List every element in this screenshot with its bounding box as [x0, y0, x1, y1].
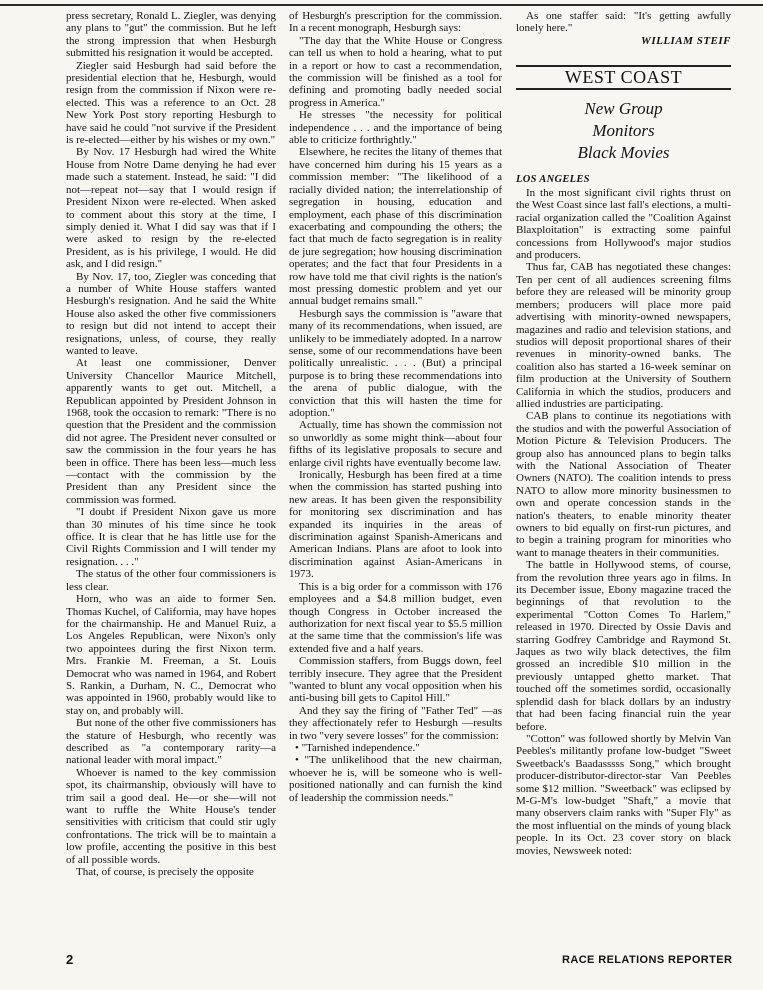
headline-line: New Group: [584, 98, 663, 118]
paragraph: The status of the other four commissioners is less clear.: [66, 568, 276, 593]
paragraph: "The day that the White House or Congress can tell us when to hold a hearing, what to put in a report or how to cast a recommendation, the commission will be finished as a tool for defining and promoting badly needed social progress in America.": [289, 34, 502, 109]
column-3: [516, 10, 731, 857]
page-number: 2: [66, 952, 74, 967]
paragraph: In the most significant civil rights thrust on the West Coast since last fall's elections, a multi-racial organization called the "Coalition Against Blaxploitation" is extracting some painful concessions from Hollywood's major studios and producers.: [516, 187, 731, 262]
bullet-item: • "The unlikelihood that the new chairman, whoever he is, will be someone who is well-positioned nationally and can furnish the kind of leadership the commission needs.": [289, 754, 502, 804]
closing-quote: As one staffer said: "It's getting awfully lonely here.": [516, 10, 731, 35]
paragraph: By Nov. 17, too, Ziegler was conceding that a number of White House staffers wanted Hesburgh's resignation. And he said the White House also asked the other five commissioners to resign but did not intend to accept their resignations, unless, of course, they really wanted to leave.: [66, 270, 276, 357]
paragraph: This is a big order for a commisson with 176 employees and a $4.8 million budget, even though Congress in October increased the authorization for next fiscal year to $5.5 million at the same time that the commission's life was extended five and a half years.: [289, 580, 502, 655]
paragraph: The battle in Hollywood stems, of course, from the revolution three years ago in films. In its December issue, Ebony magazine traced the beginnings of that revolution to the experimental "Cotton Comes To Harlem," released in 1970. Directed by Ossie Davis and starring Godfrey Cambridge and Raymond St. Jaques as two wily black detectives, the film grossed an incredible $10 million in the previously untapped ghetto market. That touched off the sometimes sordid, occasionally splendid dash for black dollars by an industry that had been facing financial ruin the year before.: [516, 559, 731, 733]
publication-name: RACE RELATIONS REPORTER: [562, 954, 733, 966]
paragraph: Ziegler said Hesburgh had said before the presidential election that he, Hesburgh, would resign from the commission if Nixon were re-elected. This was a reference to an Oct. 28 New York Post story reporting Hesburgh to have said he could "not survive if the President is re-elected—either by his wishes or my own.": [66, 59, 276, 147]
headline-line: Monitors: [592, 120, 655, 140]
paragraph: of Hesburgh's prescription for the commission. In a recent monograph, Hesburgh says:: [289, 10, 502, 35]
dateline: LOS ANGELES: [516, 173, 590, 185]
column-1: [66, 10, 276, 878]
paragraph: And they say the firing of "Father Ted" —as they affectionately refer to Hesburgh —results in two "very severe losses" for the commission:: [289, 704, 502, 742]
author-signature: WILLIAM STEIF: [641, 34, 731, 47]
paragraph: Hesburgh says the commission is "aware that many of its recommendations, when issued, are unlikely to be immediately adopted. In a narrow sense, some of our recommendations have been politically unrealistic. . . . (But) a principal purpose is to bring these recommendations into the arena of public dialogue, with the conviction that this will hasten the time for adoption.": [289, 307, 502, 419]
section-title: WEST COAST: [564, 67, 683, 88]
bullet-item: • "Tarnished independence.": [295, 741, 420, 754]
top-rule: [0, 4, 763, 6]
paragraph: Actually, time has shown the commission not so unworldly as some might think—about four fifths of its legislative proposals to secure and enlarge civil rights have eventually become law.: [289, 419, 502, 469]
paragraph: "I doubt if President Nixon gave us more than 30 minutes of his time since he took office. It is clear that he has little use for the Civil Rights Commission and I will tender my resignation. . . .": [66, 506, 276, 568]
paragraph: Commission staffers, from Buggs down, feel terribly insecure. They agree that the President "wanted to blunt any vocal opposition when his anti-busing bill gets to Capitol Hill.": [289, 655, 502, 705]
paragraph: Ironically, Hesburgh has been fired at a time when the commission has started pushing into new areas. It has been given the responsibility for monitoring sex discrimination and has expanded its inquiries in the areas of discrimination against Spanish-Americans and American Indians. Plans are afoot to look into discrimination against Asian-Americans in 1973.: [289, 469, 502, 581]
column-2: [289, 10, 502, 804]
paragraph: Elsewhere, he recites the litany of themes that have concerned him during his 15 years as a commission member: "The likelihood of a racially divided nation; the interrelationship of segregation in housing, education and employment, each phase of this discrimination exacerbating and compounding the others; the fact that much de facto segregation is in reality de jure segregation; how housing discrimination operates; and the fact that four Presidents in a row have told me that civil rights is the nation's most pressing domestic problem and yet our annual budget remains small.": [289, 146, 502, 308]
paragraph: At least one commissioner, Denver University Chancellor Maurice Mitchell, apparently wants to get out. Mitchell, a Republican appointed by President Johnson in 1968, took the occasion to remark: "There is no question that the President and the commission did not agree. The President never consulted or saw the commission in the four years he has been in office. There has been less—much less—contact with the commission by the President than any President since the commission was formed.: [66, 357, 276, 506]
paragraph: But none of the other five commissioners has the stature of Hesburgh, who recently was described as "a contemporary rarity—a national leader with moral impact.": [66, 717, 276, 767]
paragraph: He stresses "the necessity for political independence . . . and the importance of being able to criticize forthrightly.": [289, 109, 502, 147]
paragraph: Thus far, CAB has negotiated these changes: Ten per cent of all audiences screening films before they are released will be minority group members; producers will place more paid advertising with minority-owned newspapers, magazines and radio and television stations, and studios will deposit proportional shares of their revenues in minority-owned banks. The coalition also has started a 16-week seminar on film production at the University of Southern California in which the studios, producers and allied industries are participating.: [516, 261, 731, 410]
section-rule-bottom: [516, 88, 731, 90]
article-headline: [516, 98, 731, 164]
paragraph: CAB plans to continue its negotiations with the studios and with the powerful Association of Motion Picture & Television Producers. The group also has announced plans to begin talks with the National Association of Theater Owners (NATO). The coalition intends to press NATO to allow more minority businessmen to own and operate concession stands in the nation's theaters, to enable minority theater owners to bid equally on first-run pictures, and to begin a training program for minorities who want to manage theaters in their communities.: [516, 410, 731, 559]
paragraph: "Cotton" was followed shortly by Melvin Van Peebles's militantly profane low-budget "Sweet Sweetback's Baadasssss Song," which brought producer-distributor-director-star Van Peebles some $12 million. "Sweetback" was eclipsed by M-G-M's low-budget "Shaft," a movie that many observers claim ranks with "Super Fly" as the most influential on the minds of young black people. In its Oct. 23 cover story on black movies, Newsweek noted:: [516, 732, 731, 857]
paragraph: press secretary, Ronald L. Ziegler, was denying any plans to "gut" the commission. But he left the strong impression that when Hesburgh submitted his resignation it would be accepted.: [66, 10, 276, 60]
paragraph: That, of course, is precisely the opposite: [76, 866, 254, 879]
paragraph: By Nov. 17 Hesburgh had wired the White House from Notre Dame denying he had ever made such a statement. Instead, he said: "I did not—repeat not—say that I would resign if President Nixon were re-elected. When asked to comment about this story at the time, I simply denied it. What I did say was that if I were asked to resign by the re-elected President, as is his privilege, I would. He did ask, and I did resign.": [66, 146, 276, 271]
paragraph: Horn, who was an aide to former Sen. Thomas Kuchel, of California, may have hopes for the chairmanship. He and Manuel Ruiz, a Los Angeles Republican, were Nixon's only two appointees during the first Nixon term. Mrs. Frankie M. Freeman, a St. Louis Democrat who was named in 1964, and Robert S. Rankin, a Durham, N. C., Democrat who was appointed in 1960, probably would like to stay on, and probably will.: [66, 593, 276, 717]
paragraph: Whoever is named to the key commission spot, its chairmanship, obviously will have to trim sail a good deal. He—or she—will not want to ruffle the White House's tender sensitivities with criticism that could stir ugly confrontations. The trick will be to maintain a low profile, accenting the positive in this best of all possible words.: [66, 766, 276, 866]
headline-line: Black Movies: [577, 142, 670, 162]
